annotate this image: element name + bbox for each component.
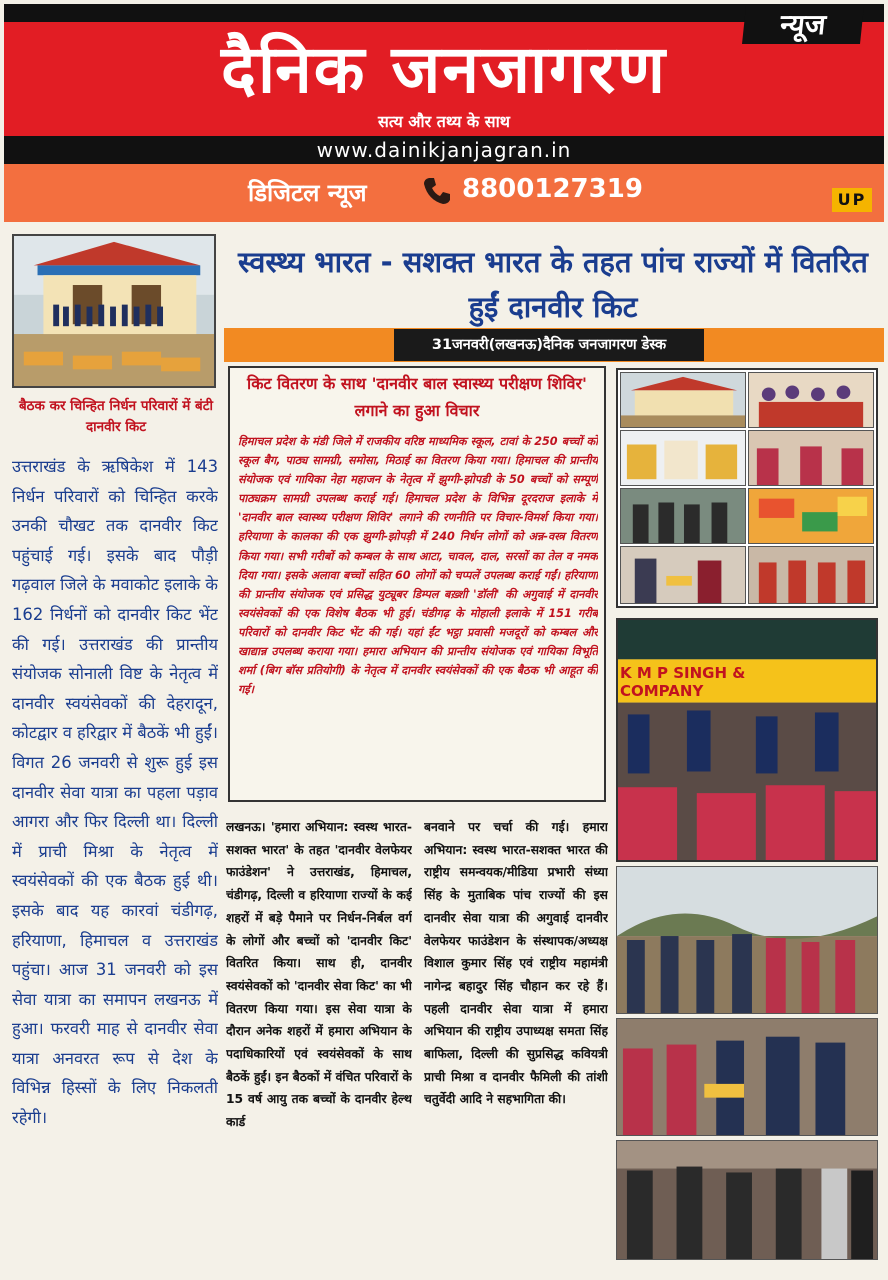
village-group-photo xyxy=(616,866,878,1014)
meeting-group-photo xyxy=(616,1140,878,1260)
kit-handover-photo xyxy=(616,1018,878,1136)
website-url[interactable]: www.dainikjanjagran.in xyxy=(316,138,572,162)
main-headline: स्वस्थ्य भारत - सशक्त भारत के तहत पांच राज्यों में वितरित हुईं दानवीर किट xyxy=(238,245,868,324)
shop-sign-text: K M P SINGH & COMPANY xyxy=(620,664,746,700)
collage-photo-women xyxy=(748,430,874,486)
collage-photo-packets xyxy=(748,488,874,544)
collage-photo-group xyxy=(748,372,874,428)
school-building-photo xyxy=(12,234,216,388)
phone-icon xyxy=(420,174,454,208)
phone-number[interactable]: 8800127319 xyxy=(462,174,643,204)
left-photo-caption: बैठक कर चिन्हित निर्धन परिवारों में बंटी दानवीर किट xyxy=(18,398,214,435)
left-column-article: उत्तराखंड के ऋषिकेश में 143 निर्धन परिवारों को चिन्हित करके उनकी चौखट तक दानवीर किट पहुंचाई गई। इसके बाद पौड़ी गढ़वाल जिले के मवाकोट इलाके के 162 निर्धनों को दानवीर किट भेंट की गई। उत्तराखंड की प्रान्तीय संयोजक सोनाली विष्ट के नेतृत्व में दानवीर स्वयंसेवकों की देहरादून, कोटद्वार व हरिद्वार में बैठकें भी हुईं। विगत 26 जनवरी से शुरू हुई इस दानवीर सेवा यात्रा का पहला पड़ाव आगरा और फिर दिल्ली था। दिल्ली में प्राची मिश्रा के नेतृत्व में स्वयंसेवकों की एक बैठक हुई थी। इसके बाद यह कारवां चंडीगढ़, हरियाणा, हिमाचल व उत्तराखंड पहुंचा। आज 31 जनवरी को इस सेवा यात्रा का समापन लखनऊ में हुआ। फरवरी माह से दानवीर सेवा यात्रा अनवरत रूप से देश के विभिन्न हिस्सों के लिए निकलती रहेगी। xyxy=(12,457,218,1128)
collage-photo-supplies xyxy=(620,430,746,486)
collage-photo-volunteers xyxy=(620,488,746,544)
shop-distribution-photo xyxy=(616,618,878,862)
collage-photo-handover xyxy=(620,546,746,604)
collage-photo-meeting xyxy=(748,546,874,604)
article-column-right: बनवाने पर चर्चा की गई। हमारा अभियान: स्वस्थ भारत-सशक्त भारत की राष्ट्रीय समन्वयक/मीडिया प्रभारी संध्या सिंह के मुताबिक पांच राज्यों की इस दानवीर सेवा यात्रा की अगुवाई दानवीर वेलफेयर फाउंडेशन के संस्थापक/अध्यक्ष विशाल कुमार सिंह एवं राष्ट्रीय महामंत्री नागेन्द्र बहादुर सिंह चौहान कर रहे हैं। पहली दानवीर सेवा यात्रा में हमारा अभियान की राष्ट्रीय उपाध्यक्ष समता सिंह बाफिला, दिल्ली की सुप्रसिद्ध कवियत्री प्राची मिश्रा व दानवीर फैमिली की तांशी चतुर्वेदी आदि ने सहभागिता की। xyxy=(424,820,608,1107)
boxed-story-body: हिमाचल प्रदेश के मंडी जिले में राजकीय वरिष्ठ माध्यमिक स्कूल, टावां के 250 बच्चों को स्कूल बैग, पाठ्य सामग्री, समोसा, मिठाई का वितरण किया गया। हिमाचल की प्रान्तीय संयोजक एवं गायिका नेहा महाजन के नेतृत्व में झुग्गी-झोपडी के 50 बच्चों को सम्पूर्ण पाठ्यक्रम सामग्री उपलब्ध कराई गई। हिमाचल प्रदेश के विभिन्न दूरदराज इलाके में 'दानवीर बाल स्वास्थ्य परीक्षण शिविर' लगाने की रणनीति पर विचार-विमर्श किया गया। हरियाणा के कालका की एक झुग्गी-झोपड़ी में 240 निर्धन लोगों को अन्न-वस्त्र वितरण किया गया। सभी गरीबों को कम्बल के साथ आटा, चावल, दाल, सरसों का तेल व नमक दिया गया। इसके अलावा बच्चों सहित 60 लोगों को चप्पलें उपलब्ध कराई गईं। हरियाणा की प्रान्तीय संयोजक एवं प्रसिद्ध युट्यूबर डिम्पल बख़्शी 'डॉली' की अगुवाई में दानवीर स्वयंसेवकों की एक विशेष बैठक भी हुई। चंडीगढ़ के मोहाली इलाके में 151 गरीब परिवारों को दानवीर किट भेंट की गई। यहां ईंट भट्ठा प्रवासी मजदूरों को कम्बल और खाद्यान्न उपलब्ध कराया गया। हमारा अभियान की प्रान्तीय संयोजक एवं गायिका विभूति शर्मा (बिग बॉस प्रतियोगी) के नेतृत्व में दानवीर स्वयंसेवकों की एक बैठक भी आहूत की गई। xyxy=(238,435,598,697)
article-column-middle: लखनऊ। 'हमारा अभियान: स्वस्थ भारत-सशक्त भारत' के तहत 'दानवीर वेलफेयर फाउंडेशन' ने उत्तराखंड, हिमाचल, चंडीगढ़, दिल्ली व हरियाणा राज्यों के कई शहरों में बड़े पैमाने पर निर्धन-निर्बल वर्ग के लोगों और बच्चों को 'दानवीर किट' वितरित किया। साथ ही, दानवीर स्वयंसेवकों को 'दानवीर सेवा किट' का भी वितरण किया गया। इस सेवा यात्रा के दौरान अनेक शहरों में हमारा अभियान के पदाधिकारियों एवं स्वयंसेवकों के साथ बैठकें हुईं। इन बैठकों में वंचित परिवारों के 15 वर्ष आयु तक बच्चों के दानवीर हेल्थ कार्ड xyxy=(226,820,412,1130)
dateline: 31जनवरी(लखनऊ)दैनिक जनजागरण डेस्क xyxy=(394,329,704,361)
newspaper-tagline: सत्य और तथ्य के साथ xyxy=(378,112,510,131)
collage-photo-school xyxy=(620,372,746,428)
digital-news-label: डिजिटल न्यूज xyxy=(248,179,367,207)
boxed-story-title: किट वितरण के साथ 'दानवीर बाल स्वास्थ्य परीक्षण शिविर' लगाने का हुआ विचार xyxy=(247,374,587,420)
news-tag: न्यूज xyxy=(742,6,864,44)
region-badge: UP xyxy=(832,188,872,212)
newspaper-title: दैनिक जनजागरण xyxy=(221,31,667,108)
